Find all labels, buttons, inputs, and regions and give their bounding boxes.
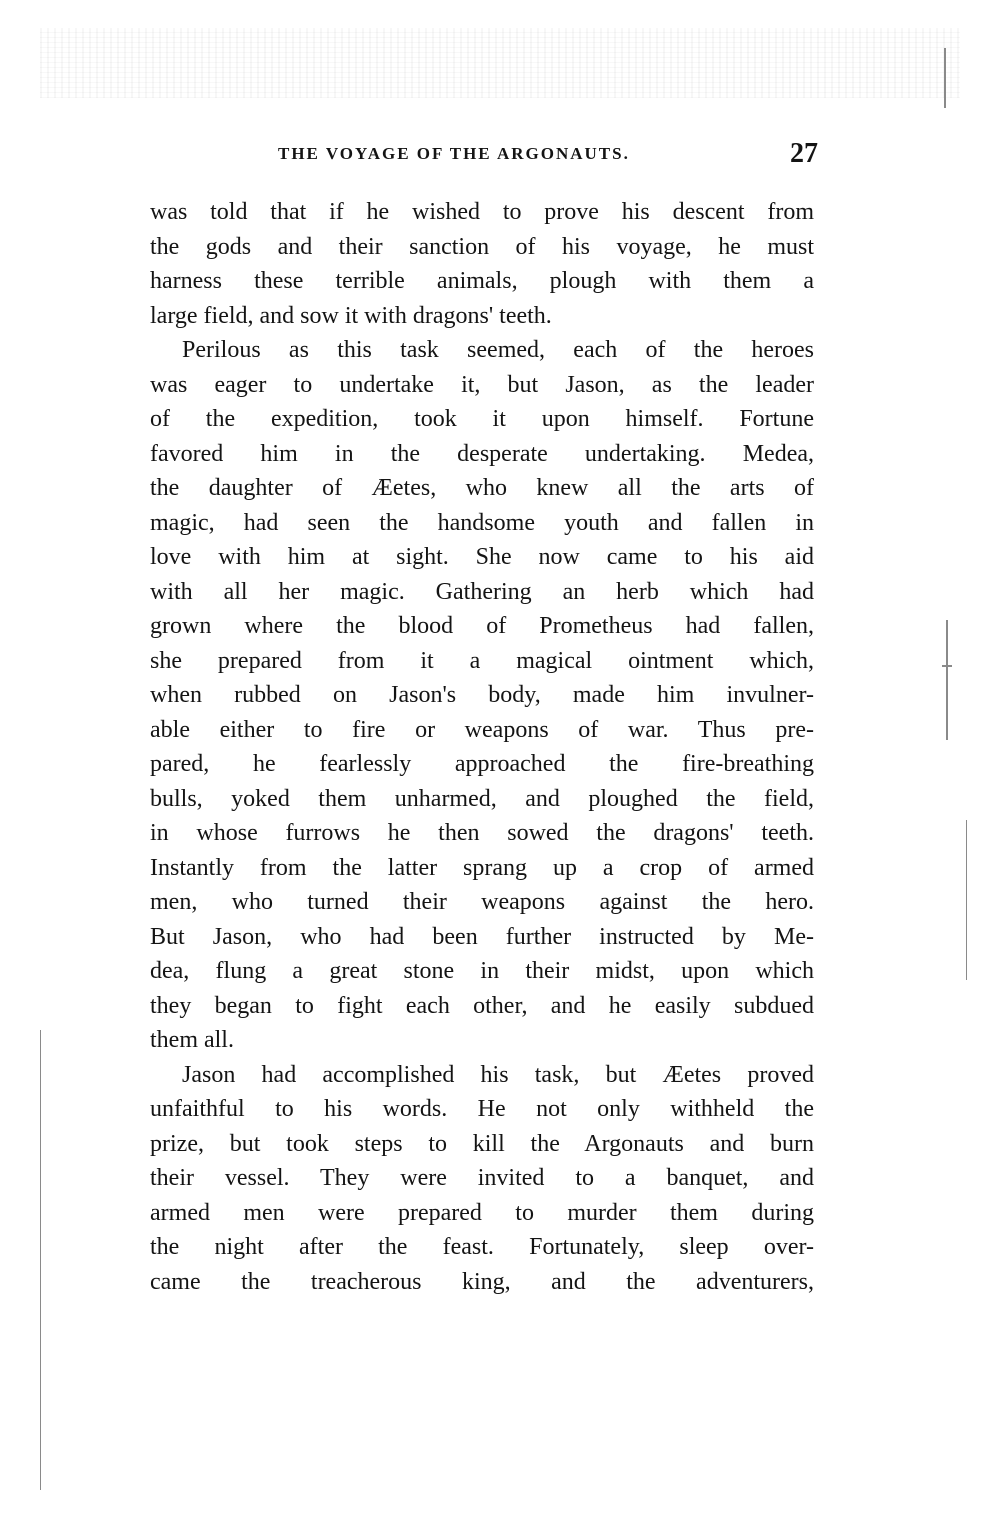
scan-edge-mark — [942, 665, 952, 667]
page-number: 27 — [790, 138, 818, 169]
text-line: love with him at sight. She now came to his aid — [150, 544, 814, 570]
text-line: bulls, yoked them unharmed, and ploughed the field, — [150, 785, 814, 812]
text-line: grown where the blood of Prometheus had fallen, — [150, 613, 814, 639]
running-title: THE VOYAGE OF THE ARGONAUTS. — [278, 144, 630, 163]
text-line: unfaithful to his words. He not only withheld the — [150, 1096, 814, 1122]
text-line: of the expedition, took it upon himself. Fortune — [150, 406, 814, 432]
text-line: men, who turned their weapons against the hero. — [150, 889, 814, 915]
text-line: dea, flung a great stone in their midst, upon which — [150, 958, 814, 984]
text-line: large field, and sow it with dragons' teeth. — [150, 302, 552, 329]
text-line: came the treacherous king, and the adventurers, — [150, 1268, 814, 1295]
scan-noise-band — [40, 28, 960, 98]
text-line: in whose furrows he then sowed the dragons' teeth. — [150, 820, 814, 846]
text-line: them all. — [150, 1027, 234, 1053]
scan-edge-mark — [40, 1030, 41, 1490]
body-text — [150, 195, 814, 1299]
scan-edge-mark — [946, 620, 948, 740]
text-line: prize, but took steps to kill the Argonauts and burn — [150, 1130, 814, 1157]
text-line: Jason had accomplished his task, but Æetes proved — [182, 1061, 814, 1088]
text-line: with all her magic. Gathering an herb which had — [150, 578, 814, 605]
text-line: Perilous as this task seemed, each of the heroes — [182, 337, 814, 363]
text-line: pared, he fearlessly approached the fire-breathing — [150, 751, 814, 777]
text-line: harness these terrible animals, plough with them a — [150, 268, 814, 294]
text-line: But Jason, who had been further instructed by Me- — [150, 923, 814, 950]
text-line: the night after the feast. Fortunately, sleep over- — [150, 1234, 814, 1260]
text-line: when rubbed on Jason's body, made him invulner- — [150, 682, 814, 708]
text-line: the daughter of Æetes, who knew all the arts of — [150, 475, 814, 501]
scan-edge-mark — [944, 48, 946, 108]
text-line: was told that if he wished to prove his descent from — [150, 199, 814, 225]
text-line: the gods and their sanction of his voyage, he must — [150, 233, 814, 260]
text-line: was eager to undertake it, but Jason, as the leader — [150, 371, 814, 398]
scan-edge-mark — [966, 820, 967, 980]
text-line: able either to fire or weapons of war. Thus pre- — [150, 716, 814, 743]
text-line: Instantly from the latter sprang up a crop of armed — [150, 854, 814, 881]
page-header — [150, 138, 822, 178]
text-line: they began to fight each other, and he easily subdued — [150, 992, 814, 1019]
text-line: armed men were prepared to murder them during — [150, 1199, 814, 1226]
text-line: she prepared from it a magical ointment which, — [150, 647, 814, 674]
text-line: favored him in the desperate undertaking. Medea, — [150, 440, 814, 467]
text-line: magic, had seen the handsome youth and fallen in — [150, 509, 814, 536]
text-line: their vessel. They were invited to a banquet, and — [150, 1165, 814, 1191]
